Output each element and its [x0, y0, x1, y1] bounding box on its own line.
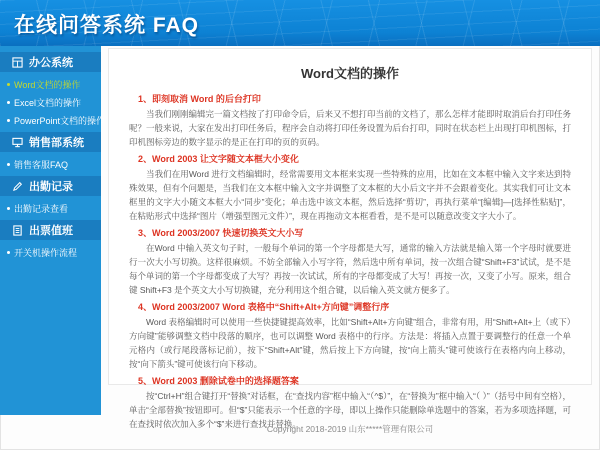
faq-body-4: Word 表格编辑时可以使用一些快捷键提高效率，比如“Shift+Alt+方向键”组合，非常有用，用“Shift+Alt+上（或下）方向键”能够调整文档中段落的顺序，也可以调整 Word 表格中的行序。方法是：将插入点置于要调整行的任意一个单元格内（或行尾段落标记前），按下“Shift+Alt”键，然后按上下方向键，按“向上箭头”键可使该行在表格内向上移动，按“向下箭头”键可使该行向下移动。: [129, 317, 571, 369]
sidebar-item-attendance-view[interactable]: [0, 199, 101, 217]
document-icon: [12, 225, 23, 236]
pencil-icon: [12, 181, 23, 192]
faq-section: [129, 300, 571, 371]
faq-section: [129, 92, 571, 149]
faq-section: [129, 152, 571, 223]
page-title: Word文档的操作: [301, 66, 399, 81]
bullet-icon: [7, 251, 10, 254]
bullet-icon: [7, 83, 10, 86]
sidebar-item-excel-docs[interactable]: [0, 93, 101, 111]
sidebar-section-office[interactable]: [0, 52, 101, 72]
faq-section: [129, 226, 571, 297]
sidebar-section-label: 办公系统: [29, 57, 73, 69]
faq-body-5: 按“Ctrl+H”组合键打开“替换”对话框，在“查找内容”框中输入“（^$）”，在“替换为”框中输入“（ ）”（括号中间有空格），单击“全部替换”按钮即可。但“$”只能表示一个任意的字母，即以上操作只能删除单选题中的答案，若为多项选择题，可在查找时依次加入多个“$”来进行查找并替换。: [129, 391, 571, 429]
sidebar-item-label: 销售客服FAQ: [14, 159, 69, 170]
sidebar-section-attendance[interactable]: [0, 176, 101, 196]
sidebar-section-ticket-duty[interactable]: [0, 220, 101, 240]
sidebar-item-label: Word文档的操作: [14, 79, 81, 90]
faq-body-3: 在Word 中输入英文句子时，一般每个单词的第一个字母都是大写，通常的输入方法就是输入第一个字母时就要进行一次大小写切换。这样很麻烦。不妨全部输入小写字符，然后选中所有单词，按一次组合键“Shift+F3”试试，是不是每个单词的第一个字母都变成了大写？再按一次试试，所有的字母都变成了大写！再按一次，又变了小写。原来，组合键 Shift+F3 是个英文大小写切换键，充分利用这个组合键，以后输入英文就方便多了。: [129, 243, 572, 295]
app-header: [0, 0, 600, 46]
sidebar-item-label: 开关机操作流程: [14, 247, 78, 258]
bullet-icon: [7, 119, 10, 122]
sidebar-item-sales-faq[interactable]: [0, 155, 101, 173]
sidebar-item-label: PowerPoint文档的操作: [14, 115, 106, 126]
app-title: 在线问答系统 FAQ: [14, 14, 200, 37]
sidebar-nav: [0, 46, 106, 415]
bullet-icon: [7, 163, 10, 166]
sidebar-section-label: 出勤记录: [29, 181, 73, 193]
faq-heading-2: 2、Word 2003 让文字随文本框大小变化: [138, 154, 299, 164]
faq-body-2: 当我们在用Word 进行文档编辑时，经常需要用文本框来实现一些特殊的应用，比如在文本框中输入文字来达到特殊效果，但有个问题是，当我们在文本框中输入文字并调整了文本框的大小后文字并不会跟着变化。其实我们可让文本框里的文字大小随文本框大小“同步”变化；单击选中该文本框，然后选择“剪切”，再执行菜单“[编辑]—[选择性粘贴]”，在粘贴形式中选择“图片（增强型图元文件）”，现在再拖动文本框看看，是不是可以随意改变文字大小了。: [129, 169, 572, 221]
sidebar-item-word-docs[interactable]: [0, 75, 101, 93]
copyright-text: Copyright 2018-2019 山东*****管理有限公司: [266, 424, 434, 434]
monitor-icon: [12, 137, 23, 148]
sidebar-section-sales[interactable]: [0, 132, 101, 152]
bullet-icon: [7, 101, 10, 104]
grid-icon: [12, 57, 23, 68]
faq-heading-3: 3、Word 2003/2007 快速切换英文大小写: [138, 228, 304, 238]
sidebar-item-label: Excel文档的操作: [14, 97, 82, 108]
faq-heading-1: 1、即刻取消 Word 的后台打印: [138, 94, 261, 104]
sidebar-section-label: 出票值班: [29, 225, 73, 237]
sidebar-item-powerpoint-docs[interactable]: [0, 111, 106, 129]
sidebar-item-power-procedure[interactable]: [0, 243, 101, 261]
faq-body-1: 当我们刚刚编辑完一篇文档按了打印命令后，后来又不想打印当前的文档了，那么怎样才能即时取消后台打印任务呢？一般来说，大家在发出打印任务后，程序会自动将打印任务设置为后台打印，同时在状态栏上出现打印机图标，打印机图标旁边的数字显示的是正在打印的页的页码。: [129, 109, 572, 147]
bullet-icon: [7, 207, 10, 210]
faq-heading-5: 5、Word 2003 删除试卷中的选择题答案: [138, 376, 299, 386]
sidebar-section-label: 销售部系统: [29, 137, 84, 149]
faq-heading-4: 4、Word 2003/2007 Word 表格中“Shift+Alt+方向键”调整行序: [138, 302, 390, 312]
sidebar-item-label: 出勤记录查看: [14, 203, 69, 214]
